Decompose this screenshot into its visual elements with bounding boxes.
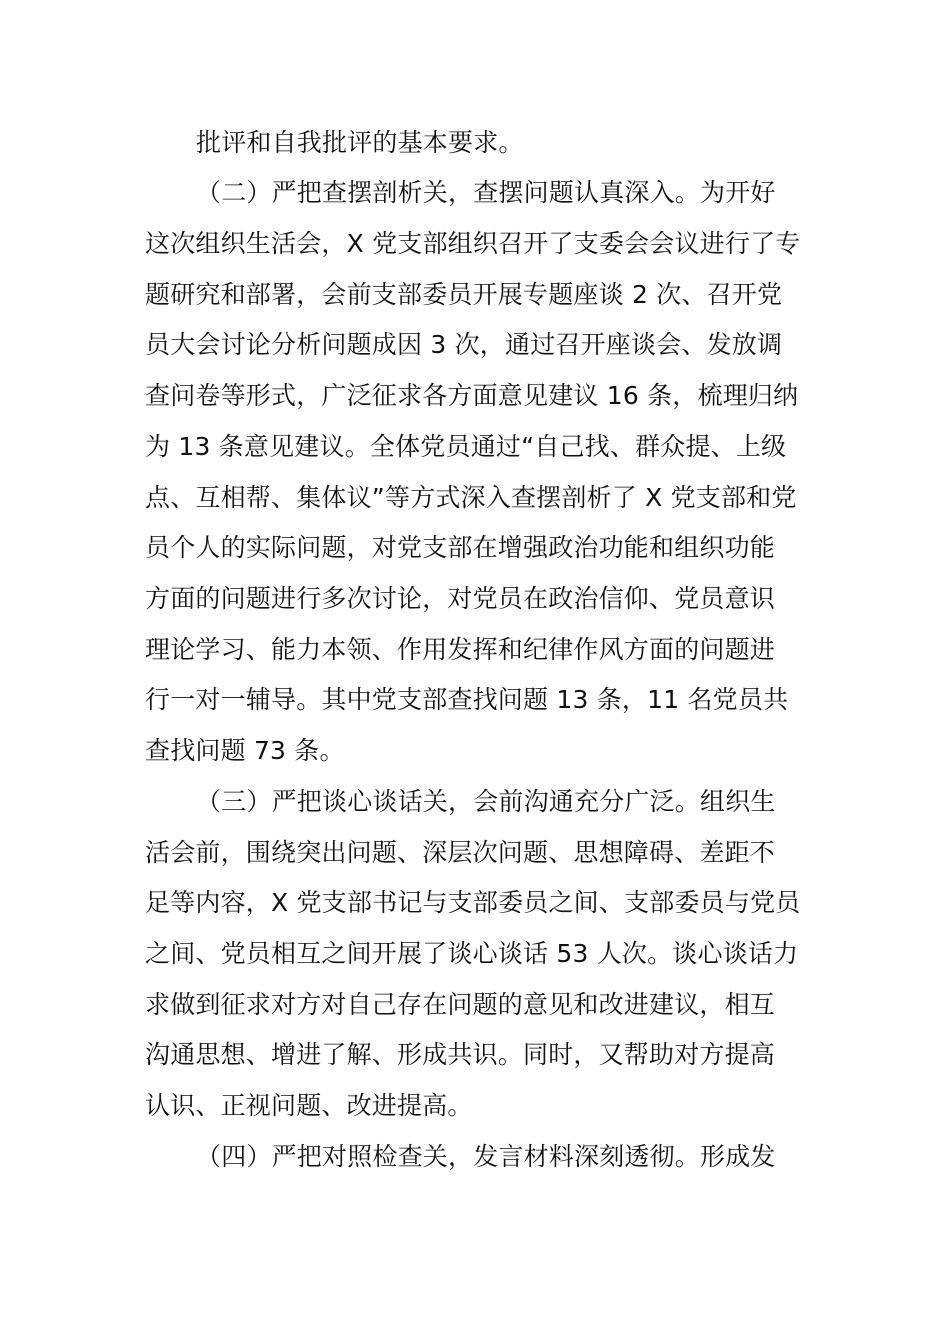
text-line: 员个人的实际问题，对党支部在增强政治功能和组织功能 [145,533,776,562]
text-line: 活会前，围绕突出问题、深层次问题、思想障碍、差距不 [145,838,776,867]
text-line: （四）严把对照检查关，发言材料深刻透彻。形成发 [196,1142,776,1171]
text-line: 为 13 条意见建议。全体党员通过“自己找、群众提、上级 [145,432,787,461]
text-line: 求做到征求对方对自己存在问题的意见和改进建议，相互 [145,990,776,1019]
text-line: 足等内容，X 党支部书记与支部委员之间、支部委员与党员 [145,888,801,917]
text-line: 理论学习、能力本领、作用发挥和纪律作风方面的问题进 [145,635,776,664]
text-line: 员大会讨论分析问题成因 3 次，通过召开座谈会、发放调 [145,330,783,359]
text-line: 查问卷等形式，广泛征求各方面意见建议 16 条，梳理归纳 [145,381,799,410]
text-line: （二）严把查摆剖析关，查摆问题认真深入。为开好 [196,178,776,207]
text-line: 查找问题 73 条。 [145,736,345,765]
text-line: （三）严把谈心谈话关，会前沟通充分广泛。组织生 [196,787,776,816]
text-line: 点、互相帮、集体议”等方式深入查摆剖析了 X 党支部和党 [145,483,797,512]
text-line: 批评和自我批评的基本要求。 [196,128,524,157]
text-line: 认识、正视问题、改进提高。 [145,1091,473,1120]
text-line: 方面的问题进行多次讨论，对党员在政治信仰、党员意识 [145,584,776,613]
text-line: 行一对一辅导。其中党支部查找问题 13 条，11 名党员共 [145,685,789,714]
text-line: 这次组织生活会，X 党支部组织召开了支委会会议进行了专 [145,229,801,258]
text-line: 沟通思想、增进了解、形成共识。同时，又帮助对方提高 [145,1040,776,1069]
text-line: 之间、党员相互之间开展了谈心谈话 53 人次。谈心谈话力 [145,939,799,968]
text-line: 题研究和部署，会前支部委员开展专题座谈 2 次、召开党 [145,280,783,309]
